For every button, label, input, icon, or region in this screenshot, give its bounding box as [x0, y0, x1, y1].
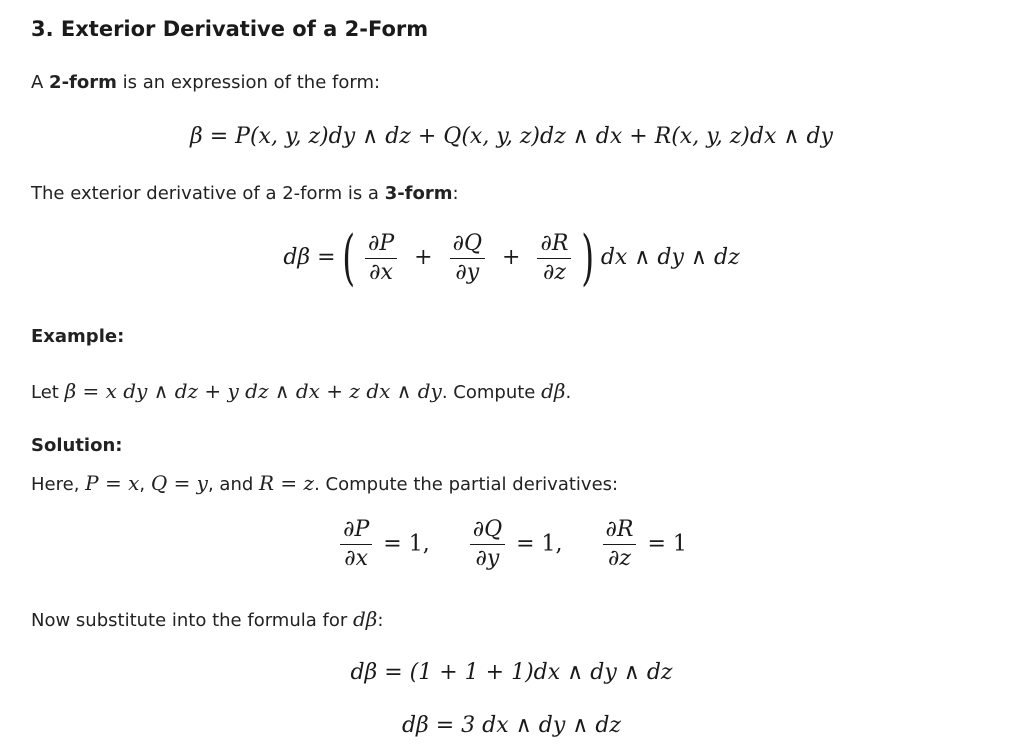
frac-num: ∂R: [537, 230, 571, 259]
substitute-paragraph: [31, 606, 1003, 634]
intro-post: is an expression of the form:: [116, 72, 381, 93]
frac-num: ∂P: [365, 230, 397, 259]
right-paren: ): [581, 223, 595, 293]
intro-bold: 2-form: [49, 72, 117, 93]
substitute-post: :: [377, 610, 384, 631]
deriv-bold: 3-form: [384, 183, 453, 204]
deriv-post: :: [452, 183, 459, 204]
example-math: β = x dy ∧ dz + y dz ∧ dx + z dx ∧ dy: [64, 379, 442, 403]
plus-sign: +: [502, 245, 521, 270]
solution-paragraph: [31, 470, 1003, 498]
frac-den: ∂z: [608, 546, 631, 571]
deriv-pre: The exterior derivative of a 2-form is a: [31, 183, 385, 204]
solution-m2: Q = y: [150, 471, 208, 495]
fraction-dQ-dy: [470, 516, 505, 573]
frac-num: ∂Q: [450, 230, 485, 259]
example-label: Example:: [31, 326, 125, 347]
result-1-text: dβ = (1 + 1 + 1)dx ∧ dy ∧ dz: [350, 660, 673, 685]
derivative-paragraph: [31, 181, 1003, 207]
frac-den: ∂y: [475, 546, 500, 571]
fraction-dP-dx: [340, 516, 372, 573]
substitute-pre: Now substitute into the formula for: [31, 610, 353, 631]
intro-paragraph: [31, 70, 1003, 96]
frac-den: ∂y: [455, 259, 480, 285]
partial-value-3: = 1: [647, 531, 687, 557]
equation-result-2: [0, 711, 1023, 741]
solution-pre: Here,: [31, 474, 86, 495]
equation-beta: [0, 122, 1023, 152]
example-mid: . Compute: [441, 382, 542, 403]
example-pre: Let: [31, 382, 65, 403]
dbeta-rhs: dx ∧ dy ∧ dz: [600, 245, 740, 270]
frac-den: ∂x: [369, 259, 393, 285]
equation-partials: [0, 516, 1023, 573]
frac-den: ∂z: [542, 259, 566, 285]
equation-beta-text: β = P(x, y, z)dy ∧ dz + Q(x, y, z)dz ∧ dx + R(x, y, z)dx ∧ dy: [190, 124, 833, 149]
intro-pre: A: [31, 72, 50, 93]
solution-m1: P = x: [85, 471, 140, 495]
fraction-dR-dz: [537, 230, 571, 287]
example-post: .: [565, 382, 572, 403]
example-paragraph: [31, 378, 1003, 406]
frac-num: ∂Q: [470, 516, 505, 545]
dbeta-lhs: dβ =: [283, 245, 336, 270]
left-paren: (: [341, 223, 355, 293]
example-math2: dβ: [541, 379, 566, 403]
fraction-dQ-dy: [450, 230, 485, 287]
equation-result-1: [0, 658, 1023, 688]
solution-s2: , and: [207, 474, 260, 495]
fraction-dR-dz: [603, 516, 637, 573]
solution-s1: ,: [139, 474, 151, 495]
fraction-dP-dx: [365, 230, 397, 287]
plus-sign: +: [414, 245, 433, 270]
result-2-text: dβ = 3 dx ∧ dy ∧ dz: [401, 713, 622, 738]
solution-post: . Compute the partial derivatives:: [314, 474, 619, 495]
solution-label: Solution:: [31, 435, 123, 456]
frac-den: ∂x: [344, 546, 369, 571]
partial-value-2: = 1,: [516, 531, 563, 557]
substitute-math: dβ: [352, 607, 378, 631]
frac-num: ∂P: [340, 516, 372, 545]
solution-m3: R = z: [259, 471, 315, 495]
frac-num: ∂R: [603, 516, 637, 545]
partial-value-1: = 1,: [383, 531, 430, 557]
equation-dbeta: [0, 223, 1023, 293]
section-heading: 3. Exterior Derivative of a 2-Form: [31, 17, 429, 41]
